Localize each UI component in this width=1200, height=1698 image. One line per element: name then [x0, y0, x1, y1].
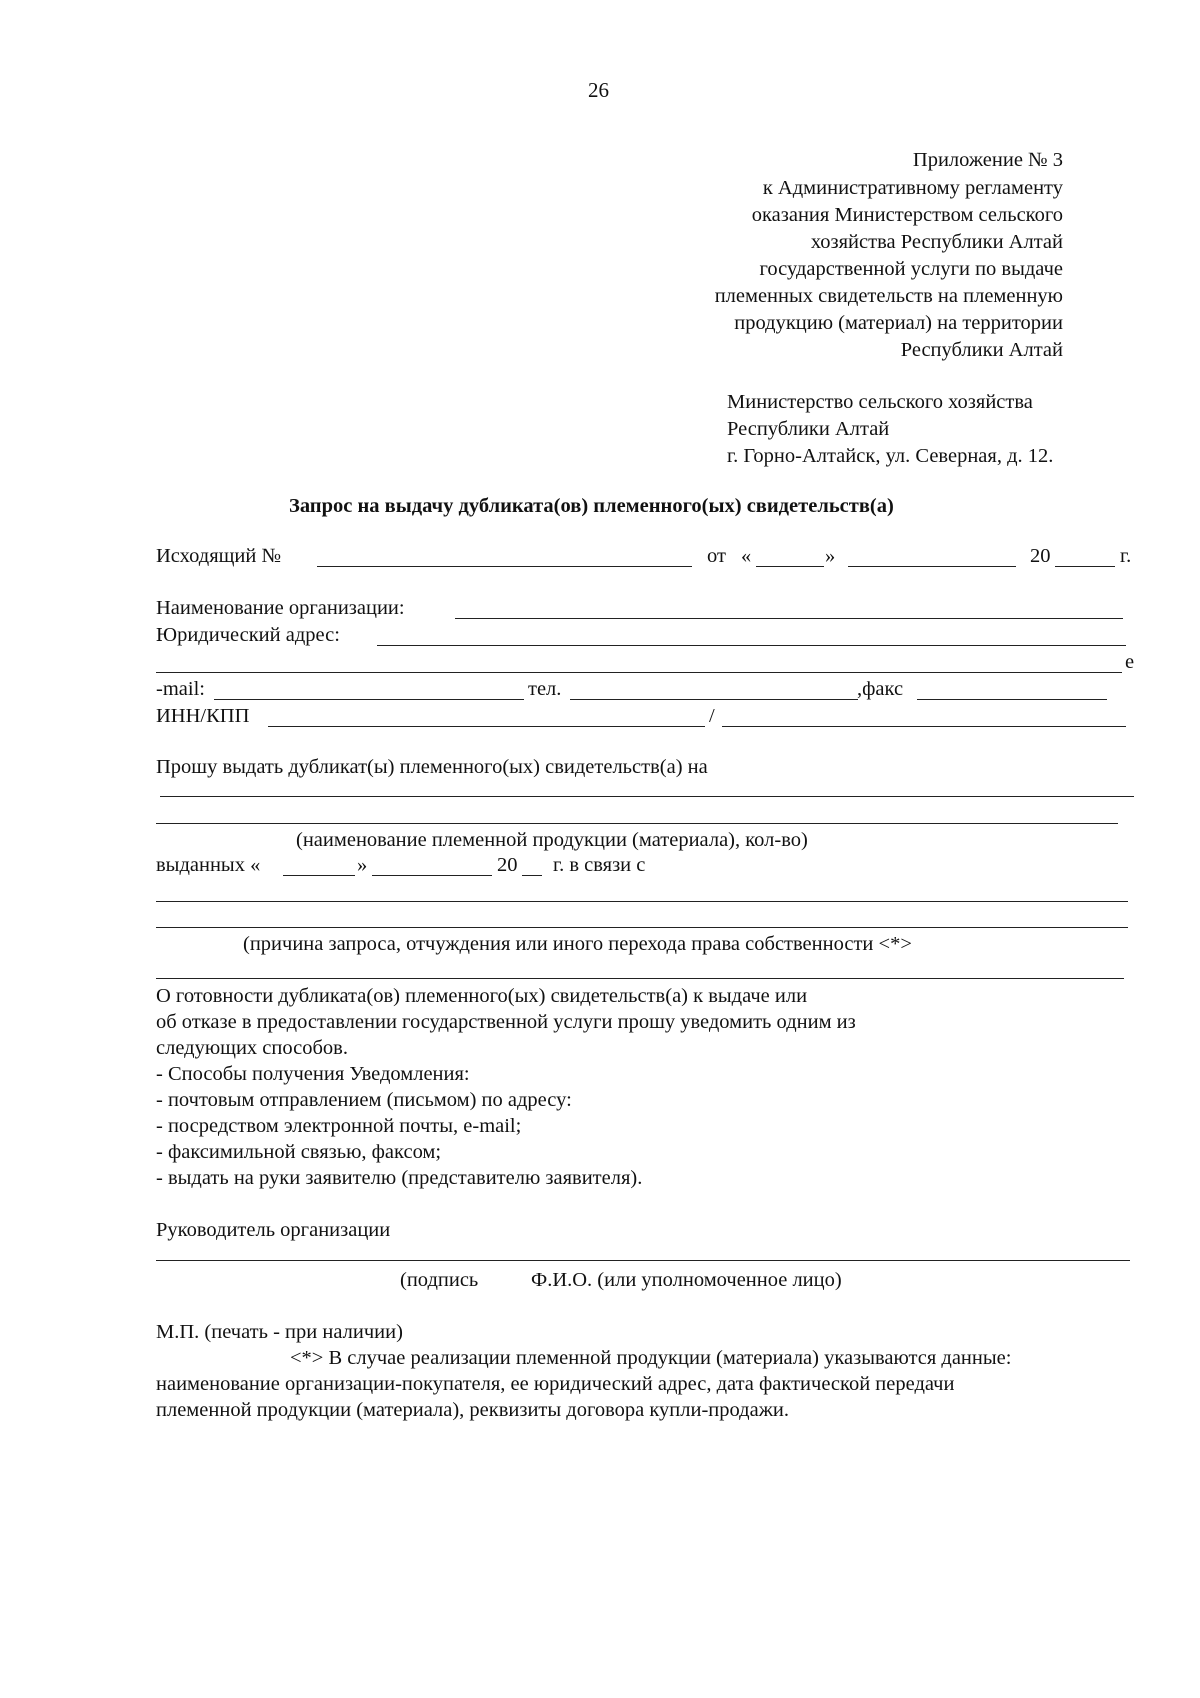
- legal-address-label: Юридический адрес:: [156, 624, 340, 646]
- email-field[interactable]: [214, 699, 524, 700]
- stamp-label: М.П. (печать - при наличии): [156, 1321, 403, 1343]
- appendix-line: хозяйства Республики Алтай: [810, 231, 1063, 253]
- product-field-line-2[interactable]: [156, 823, 1118, 824]
- reason-field-line-1[interactable]: [156, 901, 1128, 902]
- addressee-line: Министерство сельского хозяйства: [727, 391, 1033, 413]
- org-name-field[interactable]: [455, 618, 1123, 619]
- issued-prefix: выданных «: [156, 854, 261, 876]
- appendix-line: Республики Алтай: [900, 339, 1063, 361]
- notification-option: - Способы получения Уведомления:: [156, 1063, 470, 1085]
- outgoing-label: Исходящий №: [156, 545, 282, 567]
- year-suffix: г.: [1120, 545, 1132, 567]
- inn-kpp-label: ИНН/КПП: [156, 705, 250, 727]
- tel-field[interactable]: [570, 699, 858, 700]
- fax-field[interactable]: [917, 699, 1107, 700]
- signature-caption: (подпись: [400, 1269, 479, 1291]
- footnote-line: <*> В случае реализации племенной продукции (материала) указываются данные:: [290, 1347, 1012, 1369]
- document-title: Запрос на выдачу дубликата(ов) племенного(ых) свидетельств(а): [289, 495, 894, 517]
- outgoing-number-field[interactable]: [317, 566, 692, 567]
- appendix-line: к Административному регламенту: [762, 177, 1063, 199]
- quote-open: «: [741, 545, 752, 567]
- product-caption: (наименование племенной продукции (материала), кол-во): [296, 829, 808, 851]
- appendix-line: племенных свидетельств на племенную: [714, 285, 1063, 307]
- notification-option: - факсимильной связью, факсом;: [156, 1141, 442, 1163]
- notification-option: - выдать на руки заявителю (представителю заявителя).: [156, 1167, 643, 1189]
- fio-caption: Ф.И.О. (или уполномоченное лицо): [531, 1269, 842, 1291]
- kpp-field[interactable]: [722, 726, 1126, 727]
- from-label: от: [707, 545, 726, 567]
- appendix-line: продукцию (материал) на территории: [734, 312, 1063, 334]
- issued-quote-close: »: [357, 854, 368, 876]
- year-field[interactable]: [1055, 566, 1115, 567]
- notification-line: О готовности дубликата(ов) племенного(ых) свидетельств(а) к выдаче или: [156, 985, 808, 1007]
- day-field[interactable]: [756, 566, 824, 567]
- issued-month-field[interactable]: [372, 875, 492, 876]
- reason-field-line-2[interactable]: [156, 927, 1128, 928]
- year-prefix: 20: [1030, 545, 1051, 567]
- notification-option: - почтовым отправлением (письмом) по адресу:: [156, 1089, 572, 1111]
- addressee-line: Республики Алтай: [727, 418, 890, 440]
- signature-field[interactable]: [156, 1260, 1130, 1261]
- legal-address-field[interactable]: [377, 645, 1126, 646]
- issued-year-prefix: 20: [497, 854, 518, 876]
- notification-option: - посредством электронной почты, e-mail;: [156, 1115, 522, 1137]
- tel-label: тел.: [528, 678, 562, 700]
- addressee-line: г. Горно-Алтайск, ул. Северная, д. 12.: [727, 445, 1054, 467]
- footnote-line: наименование организации-покупателя, ее юридический адрес, дата фактической передачи: [156, 1373, 955, 1395]
- address-continuation-field[interactable]: [156, 672, 1122, 673]
- head-label: Руководитель организации: [156, 1219, 391, 1241]
- notification-line: следующих способов.: [156, 1037, 348, 1059]
- fax-label: ,факс: [857, 678, 904, 700]
- product-field-line-1[interactable]: [160, 796, 1134, 797]
- issued-year-field[interactable]: [522, 875, 542, 876]
- footnote-line: племенной продукции (материала), реквизиты договора купли-продажи.: [156, 1399, 789, 1421]
- quote-close: »: [825, 545, 836, 567]
- page-number: 26: [588, 78, 609, 102]
- reason-field-line-3[interactable]: [156, 978, 1124, 979]
- month-field[interactable]: [848, 566, 1016, 567]
- appendix-line: Приложение № 3: [912, 149, 1063, 171]
- org-name-label: Наименование организации:: [156, 597, 405, 619]
- issued-day-field[interactable]: [283, 875, 355, 876]
- reason-caption: (причина запроса, отчуждения или иного перехода права собственности <*>: [243, 933, 912, 955]
- email-label: -mail:: [156, 678, 205, 700]
- issued-suffix: г. в связи с: [553, 854, 646, 876]
- appendix-line: оказания Министерством сельского: [751, 204, 1063, 226]
- inn-field[interactable]: [268, 726, 705, 727]
- email-prefix-e: е: [1125, 651, 1135, 673]
- notification-line: об отказе в предоставлении государственной услуги прошу уведомить одним из: [156, 1011, 856, 1033]
- inn-kpp-slash: /: [709, 705, 715, 727]
- request-text: Прошу выдать дубликат(ы) племенного(ых) свидетельств(а) на: [156, 756, 708, 778]
- appendix-line: государственной услуги по выдаче: [759, 258, 1063, 280]
